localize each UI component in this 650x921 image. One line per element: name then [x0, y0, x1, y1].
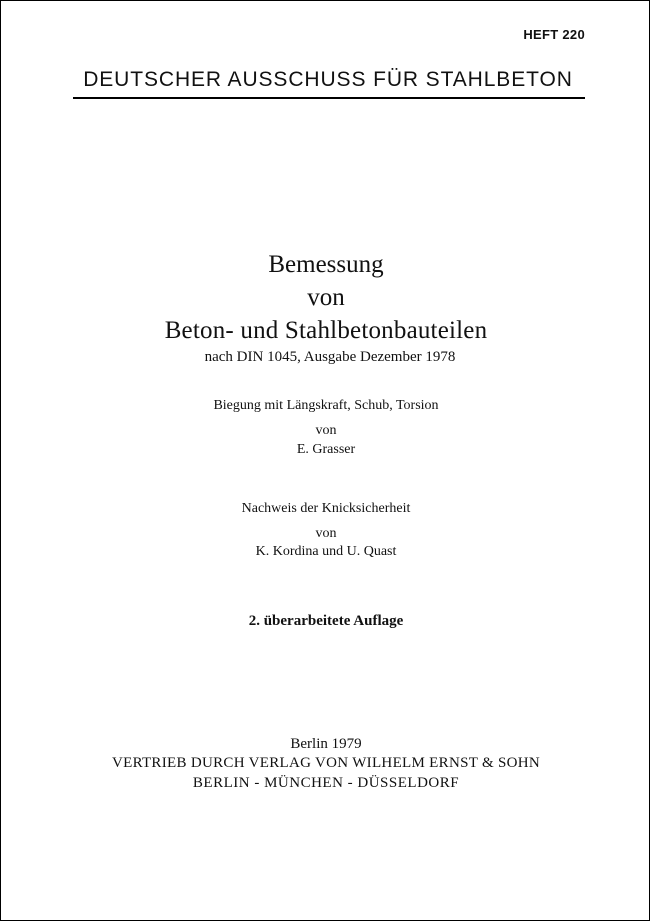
part2-by: von	[315, 526, 337, 541]
part1-by: von	[315, 423, 337, 438]
series-title: DEUTSCHER AUSSCHUSS FÜR STAHLBETON	[83, 68, 573, 91]
publisher-place-year: Berlin 1979	[290, 736, 362, 752]
header-rule	[73, 97, 585, 99]
title-line-1: Bemessung	[268, 251, 384, 278]
publisher-cities: BERLIN - MÜNCHEN - DÜSSELDORF	[192, 775, 460, 791]
part2-topic: Nachweis der Knicksicherheit	[241, 501, 411, 516]
edition: 2. überarbeitete Auflage	[248, 613, 404, 629]
publisher-distribution: VERTRIEB DURCH VERLAG VON WILHELM ERNST & SOHN	[111, 755, 541, 771]
title-line-3: Beton- und Stahlbetonbauteilen	[164, 317, 488, 344]
issue-number: HEFT 220	[523, 27, 585, 42]
title-line-2: von	[307, 284, 345, 311]
part1-author: E. Grasser	[296, 442, 356, 457]
part1-topic: Biegung mit Längskraft, Schub, Torsion	[213, 398, 439, 413]
title-subtitle: nach DIN 1045, Ausgabe Dezember 1978	[204, 349, 456, 365]
part2-authors: K. Kordina und U. Quast	[255, 544, 397, 559]
